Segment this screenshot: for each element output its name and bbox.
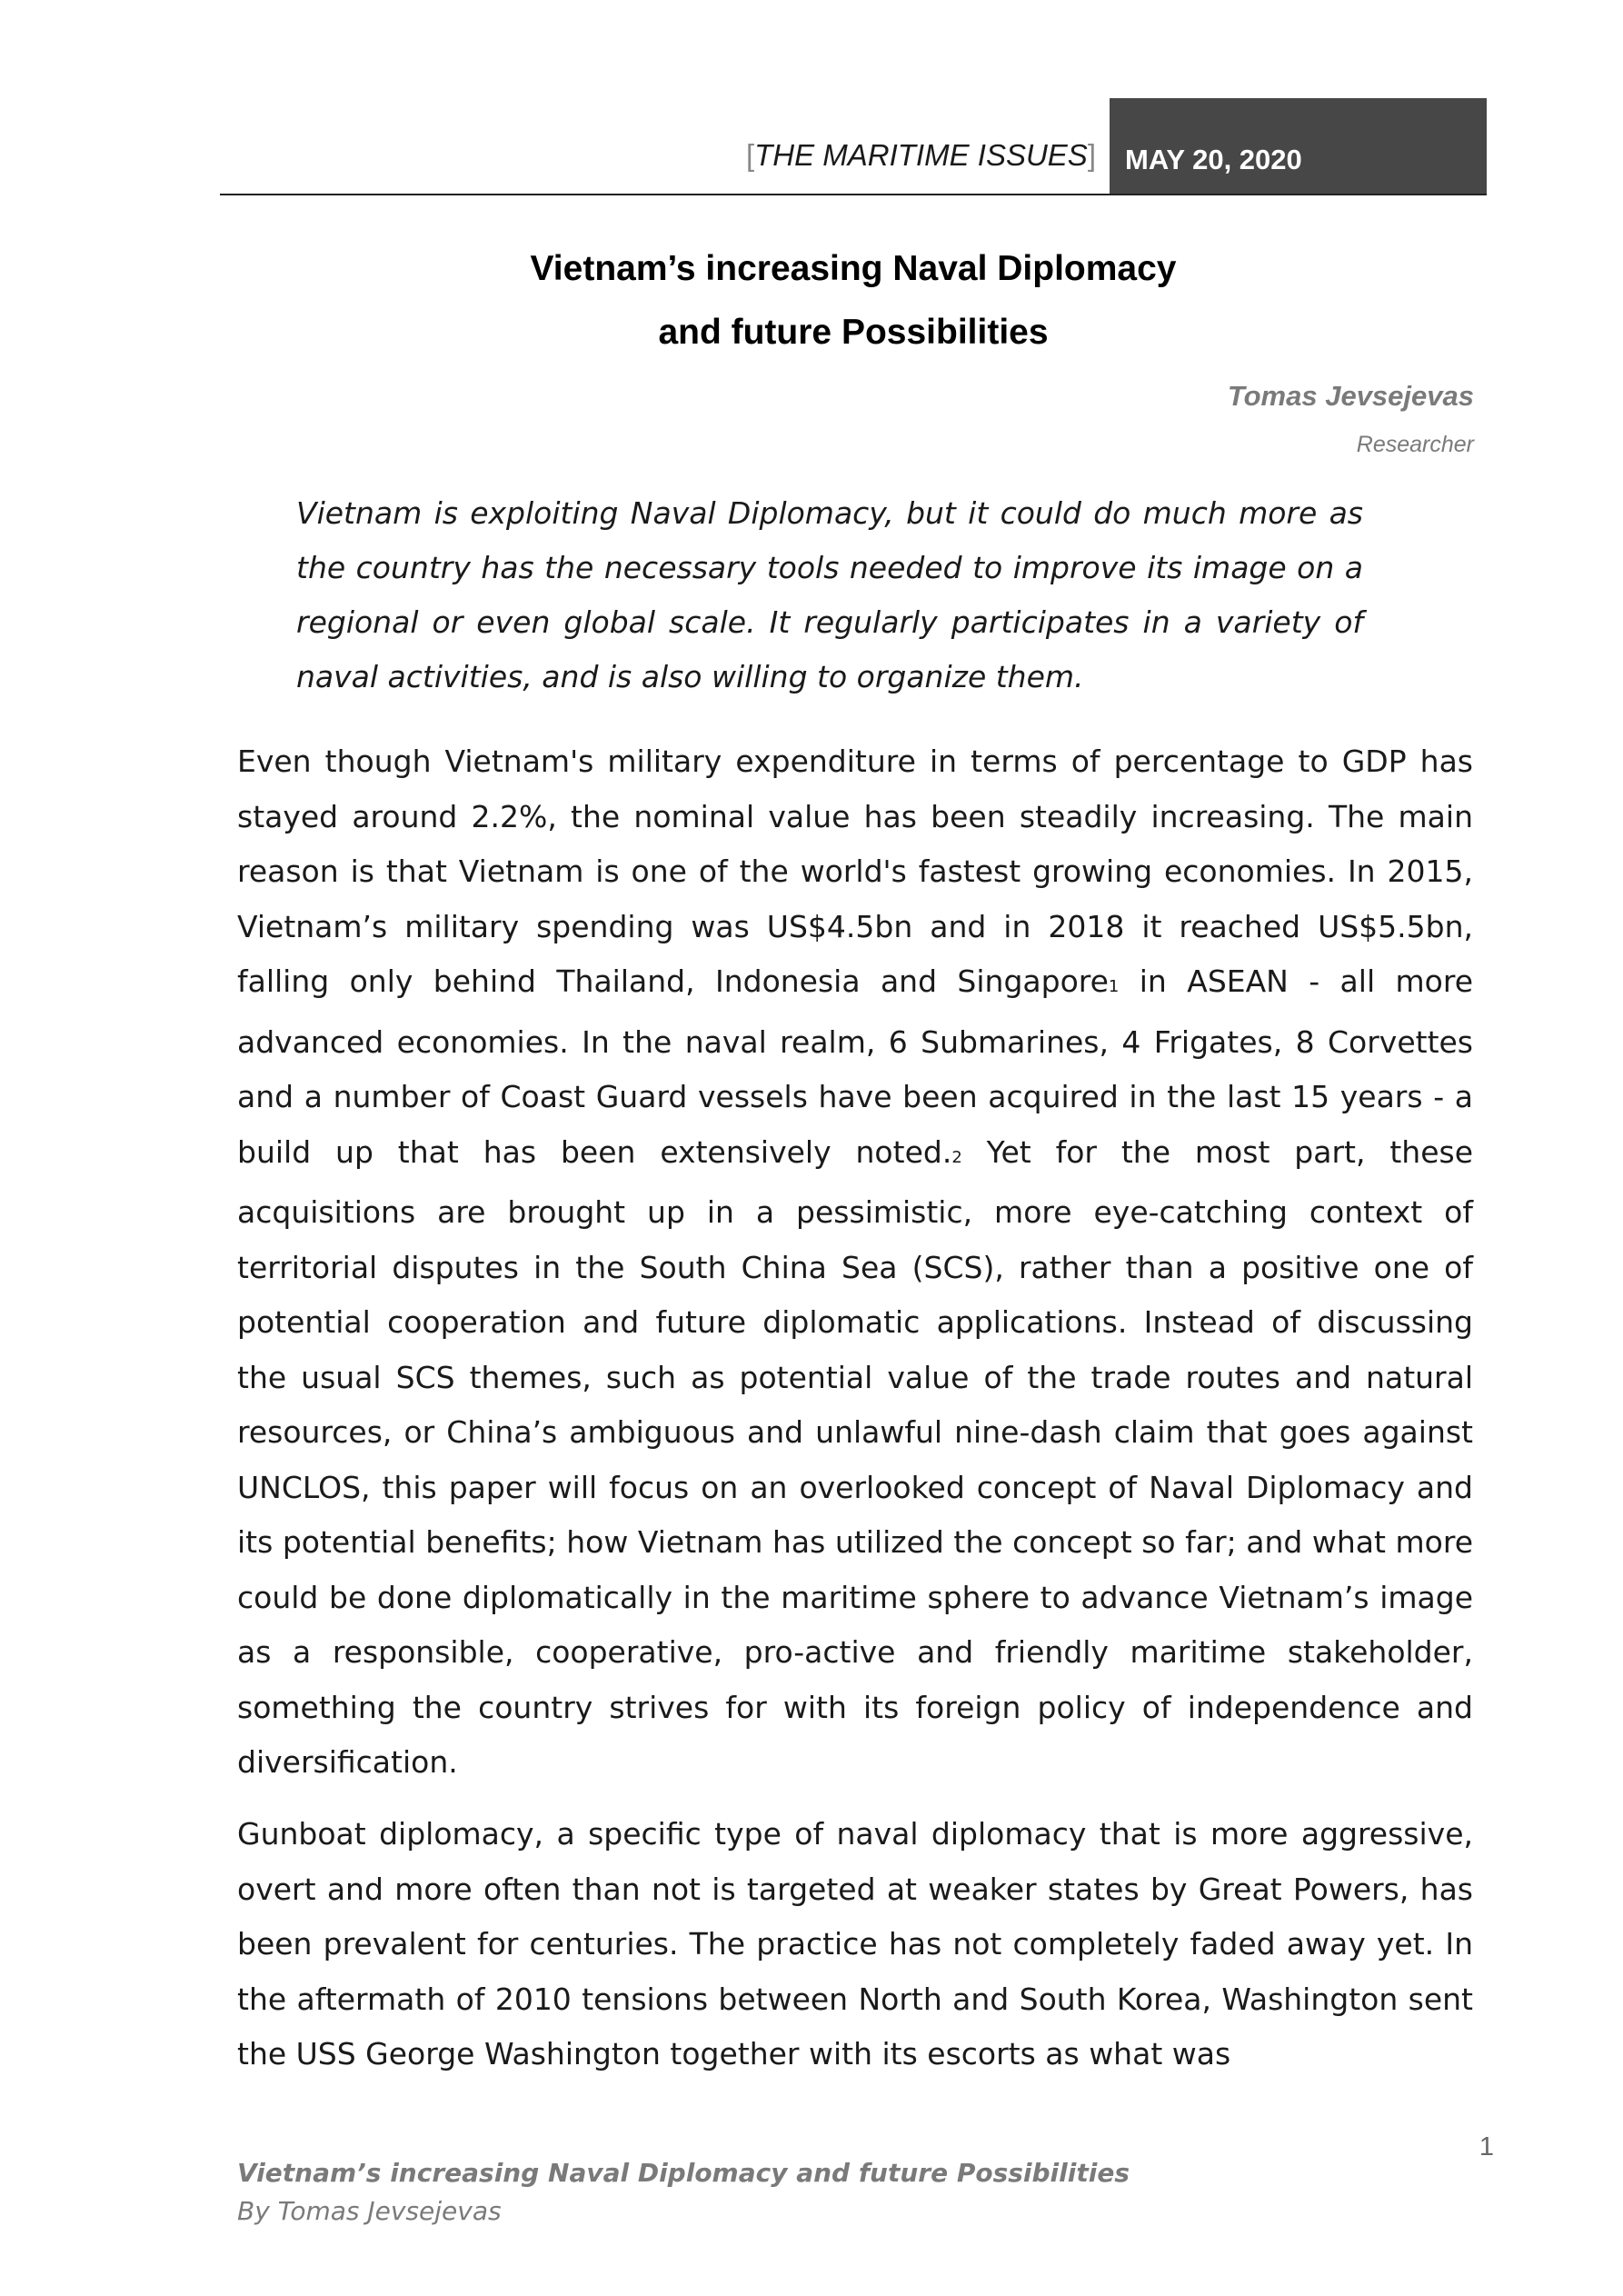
footer-title: Vietnam’s increasing Naval Diplomacy and future Possibilities [237, 2158, 1130, 2188]
article-title-line-1: Vietnam’s increasing Naval Diplomacy [530, 249, 1177, 288]
paragraph-text: Even though Vietnam's military expenditure in terms of percentage to GDP has stayed around 2.2%, the nominal value has been steadily increasing. The main reason is that Vietnam is one of the world's fastest growing economies. In 2015, Vietnam’s military spending was US$4.5bn and in 2018 it reached US$5.5bn, falling only behind Thailand, Indonesia and Singapore [237, 744, 1473, 999]
paragraph-text: in ASEAN - all more advanced economies. In the naval realm, 6 Submarines, 4 Frigates, 8 Corvettes and a number of Coast Guard vessels have been acquired in the last 15 years - a build up that has been extensively noted. [237, 963, 1473, 1170]
header-bracket-close: ] [1087, 138, 1096, 172]
header-bracket-open: [ [745, 138, 755, 172]
header-section-label: THE MARITIME ISSUES [754, 138, 1088, 172]
header-date: MAY 20, 2020 [1125, 144, 1302, 175]
body-paragraph-2: Gunboat diplomacy, a specific type of naval diplomacy that is more aggressive, overt and more often than not is targeted at weaker states by Great Powers, has been prevalent for centuries. The practice has not completely faded away yet. In the aftermath of 2010 tensions between North and South Korea, Washington sent the USS George Washington together with its escorts as what was [237, 1816, 1473, 2071]
body-paragraph-1 [237, 734, 1473, 1791]
footnote-marker-1: 1 [1108, 977, 1120, 996]
author-name: Tomas Jevsejevas [1227, 380, 1474, 412]
page-number: 1 [1479, 2132, 1494, 2161]
footnote-marker-2: 2 [951, 1147, 962, 1167]
paragraph-text: Yet for the most part, these acquisitions are brought up in a pessimistic, more eye-catching context of territorial disputes in the South China Sea (SCS), rather than a positive one of potential cooperation and future diplomatic applications. Instead of discussing the usual SCS themes, such as potential value of the trade routes and natural resources, or China’s ambiguous and unlawful nine-dash claim that goes against UNCLOS, this paper will focus on an overlooked concept of Naval Diplomacy and its potential benefits; how Vietnam has utilized the concept so far; and what more could be done diplomatically in the maritime sphere to advance Vietnam’s image as a responsible, cooperative, pro-active and friendly maritime stakeholder, something the country strives for with its foreign policy of independence and diversification. [237, 1133, 1473, 1780]
author-role: Researcher [1356, 432, 1474, 457]
header-section-title [746, 138, 1096, 173]
article-title-line-2: and future Possibilities [658, 313, 1049, 352]
footer-byline: By Tomas Jevsejevas [237, 2196, 502, 2226]
header-divider [220, 194, 1487, 195]
article-abstract: Vietnam is exploiting Naval Diplomacy, but it could do much more as the country has the necessary tools needed to improve its image on a regional or even global scale. It regularly participates in a variety of naval activities, and is also willing to organize them. [296, 495, 1363, 694]
